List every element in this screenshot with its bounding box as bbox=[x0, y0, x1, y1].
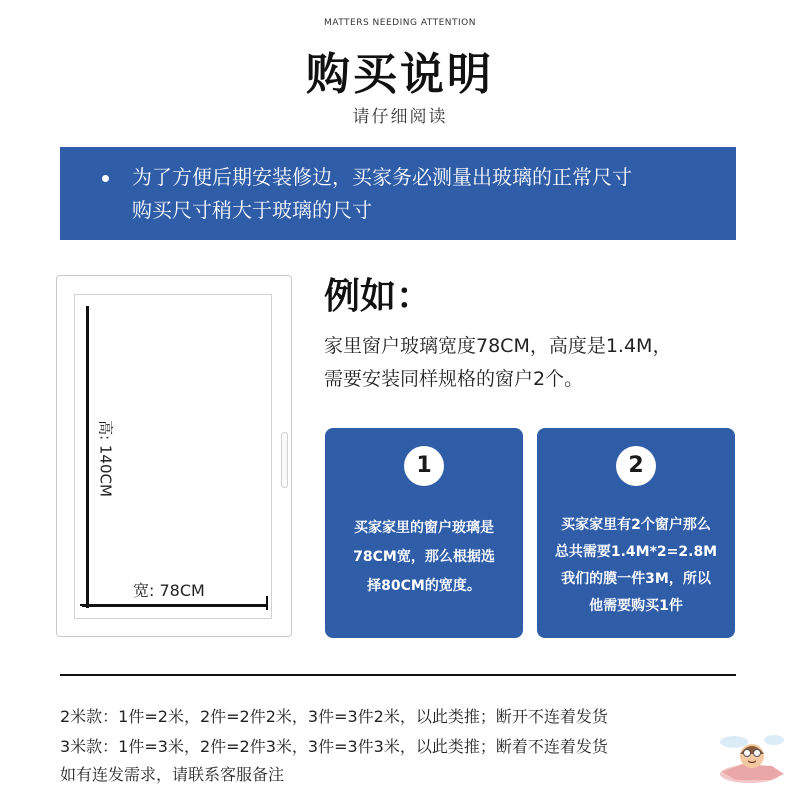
notice-banner bbox=[60, 147, 736, 240]
cartoon-pilot-airplane-icon bbox=[712, 728, 792, 792]
page-title: 购买说明 bbox=[306, 49, 494, 100]
step-card-1 bbox=[325, 428, 523, 638]
step-card-1-line: 买家家里的窗户玻璃是 bbox=[354, 520, 494, 536]
step-card-1-line: 78CM宽，那么根据选 bbox=[353, 549, 495, 565]
step-card-2-line: 总共需要1.4M*2=2.8M bbox=[554, 544, 718, 560]
step-card-2-line: 我们的膜一件3M，所以 bbox=[561, 571, 711, 587]
note-2m: 2米款：1件=2米，2件=2件2米，3件=3件2米，以此类推；断开不连着发货 bbox=[60, 707, 608, 726]
example-line-2: 需要安装同样规格的窗户2个。 bbox=[324, 368, 584, 390]
width-dimension-tick bbox=[266, 596, 268, 610]
note-3m: 3米款：1件=3米，2件=2件3米，3件=3件3米，以此类推；断着不连着发货 bbox=[60, 737, 608, 756]
step-number-1: 1 bbox=[404, 446, 444, 486]
note-contact: 如有连发需求，请联系客服备注 bbox=[60, 765, 285, 784]
page-subtitle: 请仔细阅读 bbox=[352, 107, 448, 127]
section-divider bbox=[60, 674, 736, 676]
step-card-2-text bbox=[545, 512, 727, 620]
example-heading: 例如： bbox=[324, 276, 433, 317]
eyebrow-text: MATTERS NEEDING ATTENTION bbox=[323, 18, 476, 28]
height-label: 高: 140CM bbox=[96, 420, 115, 497]
notice-line-2: 购买尺寸稍大于玻璃的尺寸 bbox=[132, 198, 372, 222]
step-card-2-line: 他需要购买1件 bbox=[589, 598, 683, 614]
bullet-icon bbox=[102, 175, 109, 182]
step-card-2 bbox=[537, 428, 735, 638]
step-card-2-line: 买家家里有2个窗户那么 bbox=[561, 517, 711, 533]
height-dimension-line bbox=[86, 306, 89, 608]
notice-line-1: 为了方便后期安装修边，买家务必测量出玻璃的正常尺寸 bbox=[132, 165, 632, 189]
example-line-1: 家里窗户玻璃宽度78CM，高度是1.4M， bbox=[324, 335, 672, 357]
example-description bbox=[324, 330, 671, 396]
step-card-1-text bbox=[333, 514, 515, 601]
window-handle-icon bbox=[281, 432, 288, 488]
width-label: 宽: 78CM bbox=[133, 581, 205, 600]
step-card-1-line: 择80CM的宽度。 bbox=[367, 578, 481, 594]
width-dimension-line bbox=[82, 604, 268, 607]
step-number-2: 2 bbox=[616, 446, 656, 486]
